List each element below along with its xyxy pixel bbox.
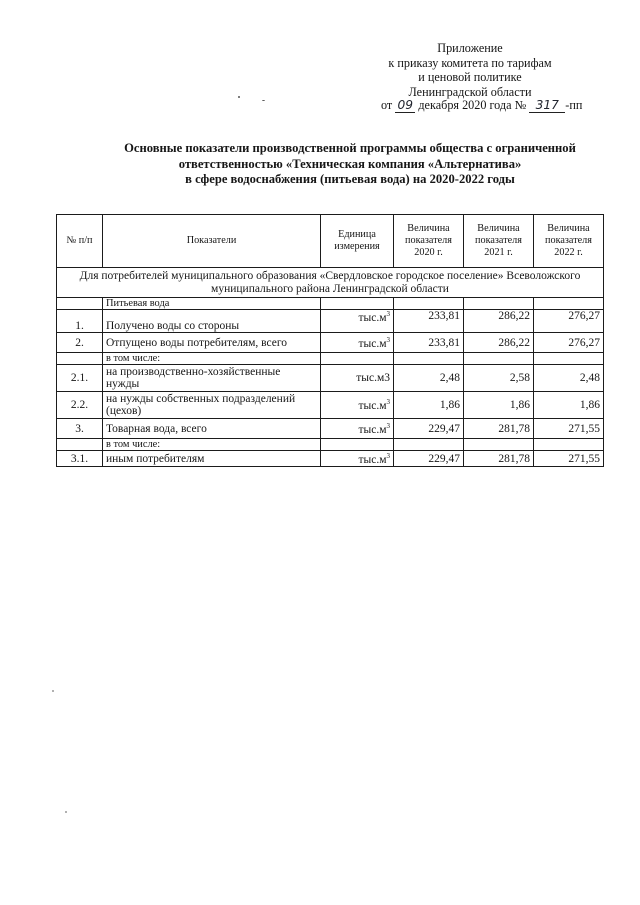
row-value-2022: 1,86 [534,392,604,419]
row-value-2020: 2,48 [394,365,464,392]
row-value-2020: 229,47 [394,451,464,467]
row-value-2022: 2,48 [534,365,604,392]
header-2022: Величина показателя 2022 г. [534,215,604,268]
row-num: 2.1. [57,365,103,392]
row-value-2021: 281,78 [464,419,534,439]
table-row [57,451,604,467]
table-row [57,310,604,333]
order-number-handwritten: 317 [529,98,565,113]
row-value-2022: 276,27 [534,310,604,333]
row-label: иным потребителям [103,451,321,467]
table-row [57,419,604,439]
row-num: 1. [57,310,103,333]
scan-speck [262,100,265,101]
row-value-2020: 233,81 [394,333,464,353]
row-unit: тыс.м3 [321,365,394,392]
appendix-line: Ленинградской области [408,84,532,99]
section-label: Для потребителей муниципального образования «Свердловское городское поселение» Всеволожского муниципального района Ленинградской области [57,268,604,298]
header-2021: Величина показателя 2021 г. [464,215,534,268]
order-day-handwritten: 09 [395,98,415,113]
table-row [57,333,604,353]
row-value-2021: 2,58 [464,365,534,392]
row-value-2021: 1,86 [464,392,534,419]
indicators-table [56,214,604,467]
table-row [57,365,604,392]
appendix-title: Приложение [437,41,503,55]
title-line: ответственностью «Техническая компания «Альтернатива» [178,156,522,171]
subgroup-row [57,353,604,365]
subgroup-label: в том числе: [103,439,321,451]
title-line: Основные показатели производственной программы общества с ограниченной [124,141,576,155]
order-suffix: -пп [565,98,583,112]
header-indicator: Показатели [103,215,321,268]
row-value-2021: 286,22 [464,333,534,353]
header-unit: Единица измерения [321,215,394,268]
row-unit: $тыс.м^3$ [321,451,394,467]
row-unit: $тыс.м^3$ [321,392,394,419]
row-label: Отпущено воды потребителям, всего [103,333,321,353]
scan-speck [238,96,240,98]
row-num: 3. [57,419,103,439]
row-label: на производственно-хозяйственные нужды [103,365,321,392]
table-row [57,392,604,419]
table-header-row [57,215,604,268]
section-row [57,268,604,298]
row-label: Получено воды со стороны [103,310,321,333]
appendix-line: к приказу комитета по тарифам [388,55,552,70]
row-value-2021: 281,78 [464,451,534,467]
order-prefix: от [381,98,393,112]
group-row [57,298,604,310]
scan-speck [65,811,67,813]
scan-speck [52,690,54,692]
header-num: № п/п [57,215,103,268]
row-value-2020: 1,86 [394,392,464,419]
group-label: Питьевая вода [103,298,321,310]
row-value-2022: 271,55 [534,419,604,439]
row-value-2022: 276,27 [534,333,604,353]
row-value-2020: 229,47 [394,419,464,439]
row-value-2021: 286,22 [464,310,534,333]
row-label: на нужды собственных подразделений (цехов) [103,392,321,419]
subgroup-row [57,439,604,451]
order-reference [381,98,582,113]
title-line: в сфере водоснабжения (питьевая вода) на 2020-2022 годы [185,172,515,186]
row-unit: $тыс.м^3$ [321,310,394,333]
row-num: 2. [57,333,103,353]
appendix-line: и ценовой политике [418,70,522,84]
row-label: Товарная вода, всего [103,419,321,439]
order-month-year: декабря 2020 года № [418,98,527,112]
appendix-block [360,41,580,99]
subgroup-label: в том числе: [103,353,321,365]
row-value-2020: 233,81 [394,310,464,333]
row-value-2022: 271,55 [534,451,604,467]
row-unit: $тыс.м^3$ [321,333,394,353]
row-unit: $тыс.м^3$ [321,419,394,439]
document-title [96,141,604,188]
header-2020: Величина показателя 2020 г. [394,215,464,268]
row-num: 2.2. [57,392,103,419]
row-num: 3.1. [57,451,103,467]
